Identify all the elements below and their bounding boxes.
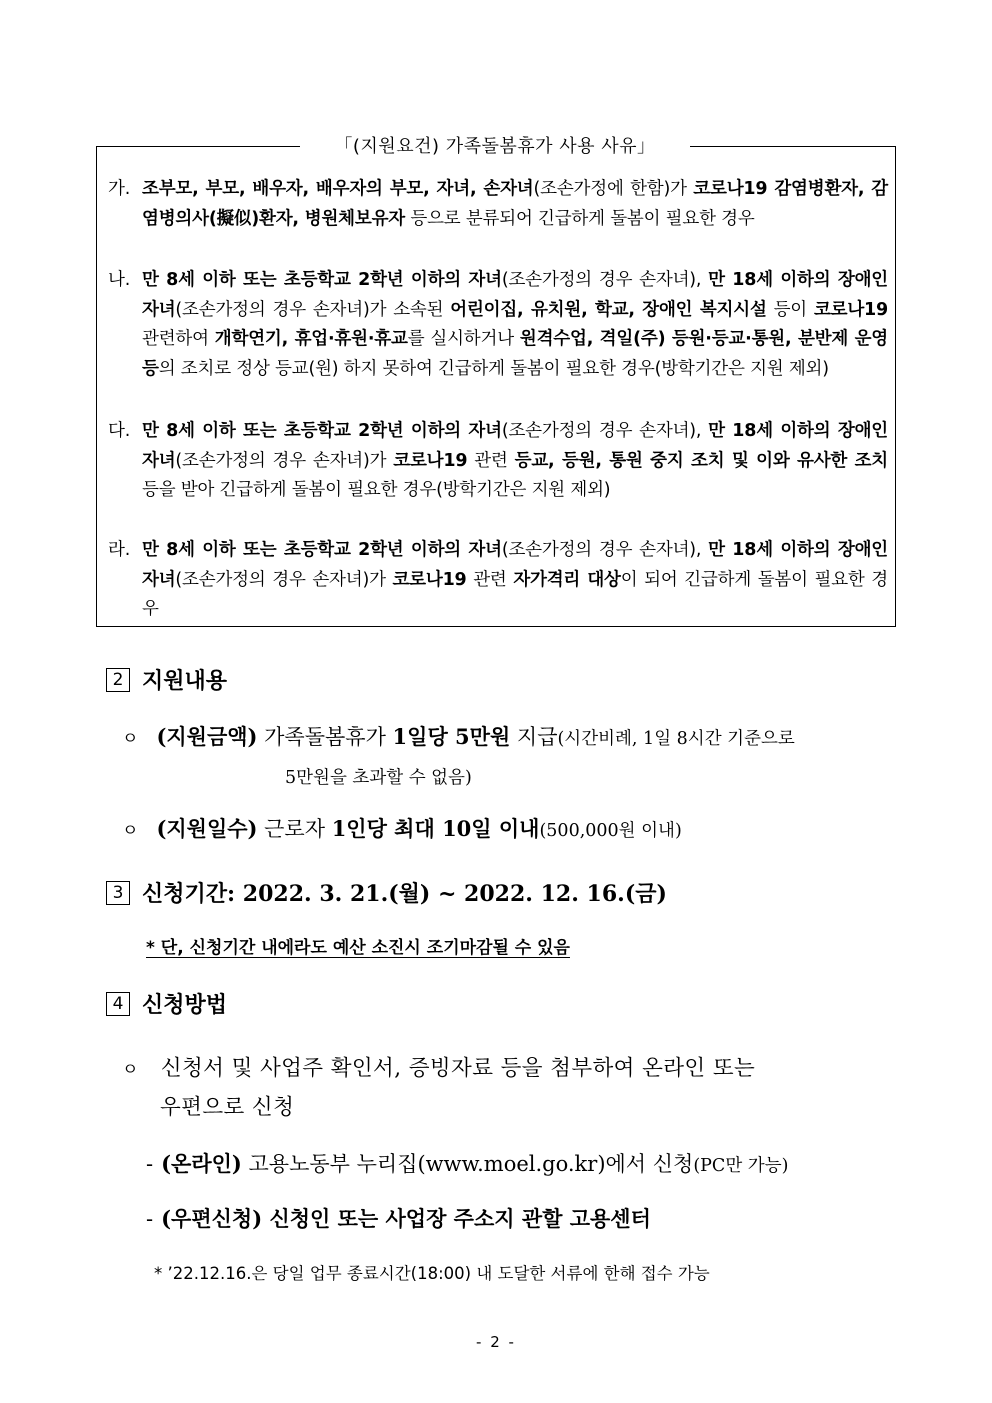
days-note: (500,000원 이내) (539, 821, 682, 841)
section-title: 지원내용 (142, 668, 228, 694)
dash: - (146, 1152, 154, 1176)
text: (조손가정의 경우 손자녀), (501, 270, 709, 290)
bullet-mark: ㅇ (122, 1060, 139, 1080)
period-note: * 단, 신청기간 내에라도 예산 소진시 조기마감될 수 있음 (146, 938, 570, 958)
text: 등이 (766, 299, 814, 320)
method-main-line1 (122, 1050, 755, 1089)
amount-bold: 1일당 5만원 (392, 724, 511, 749)
mail-bold: 신청인 또는 사업장 주소지 관할 고용센터 (262, 1206, 651, 1231)
item-marker: 라. (108, 540, 131, 560)
item-marker: 다. (108, 421, 131, 441)
section-number: 2 (106, 668, 130, 692)
method-footnote: * ’22.12.16.은 당일 업무 종료시간(18:00) 내 도달한 서류에 한해 접수 가능 (154, 1264, 710, 1283)
item-marker: 나. (108, 270, 131, 290)
online-label: (온라인) (161, 1151, 242, 1176)
section-3-heading (106, 877, 667, 911)
section-number: 3 (106, 881, 130, 905)
item-text (108, 536, 888, 625)
item-marker: 가. (108, 179, 131, 199)
item-text (108, 266, 888, 384)
bold-text: 코로나19 (813, 299, 889, 320)
text: (조손가정에 한함)가 (533, 179, 694, 199)
text: 이 되어 긴급하게 돌봄이 필요한 경우 (142, 569, 888, 619)
dash: - (146, 1207, 154, 1231)
requirement-item-da (108, 417, 888, 506)
section-title: 신청기간: 2022. 3. 21.(월) ~ 2022. 12. 16.(금) (142, 881, 667, 907)
bullet-mark: ㅇ (122, 729, 139, 749)
text: 등으로 분류되어 긴급하게 돌봄이 필요한 경우 (405, 208, 755, 229)
amount-note-line2: 5만원을 초과할 수 없음) (285, 768, 472, 788)
bold-text: 만 18세 이하의 장애인 자녀 (142, 540, 888, 590)
section-number: 4 (106, 992, 130, 1016)
method-mail (146, 1200, 651, 1238)
days-label: (지원일수) (156, 816, 258, 841)
bold-text: 개학연기, 휴업·휴원·휴교 (214, 329, 408, 349)
support-days-line (122, 810, 682, 850)
bold-text: 어린이집, 유치원, 학교, 장애인 복지시설 (450, 299, 767, 320)
text: 관련 (467, 450, 515, 471)
bold-text: 등교, 등원, 통원 중지 조치 및 이와 유사한 조치 (514, 450, 888, 471)
bold-text: 조부모, 부모, 배우자, 배우자의 부모, 자녀, 손자녀 (142, 179, 534, 199)
bold-text: 만 8세 이하 또는 초등학교 2학년 이하의 자녀 (142, 270, 502, 290)
bold-text: 만 18세 이하의 장애인 자녀 (142, 421, 888, 471)
bullet-mark: ㅇ (122, 821, 139, 841)
bold-text: 만 8세 이하 또는 초등학교 2학년 이하의 자녀 (142, 540, 502, 560)
method-main-line2: 우편으로 신청 (160, 1095, 295, 1120)
amount-text1: 가족돌봄휴가 (257, 725, 393, 749)
text: (조손가정의 경우 손자녀)가 (175, 569, 393, 590)
requirement-item-ga (108, 175, 888, 234)
online-text: 고용노동부 누리집(www.moel.go.kr)에서 신청 (241, 1152, 694, 1176)
mail-label: (우편신청) (161, 1206, 263, 1231)
amount-label: (지원금액) (156, 724, 258, 749)
section-2-heading (106, 664, 227, 698)
requirements-title: 「(지원요건) 가족돌봄휴가 사용 사유」 (300, 132, 690, 162)
bold-text: 원격수업, 격일(주) 등원·등교·통원, 분반제 운영 등 (142, 329, 888, 379)
section-title: 신청방법 (142, 992, 228, 1018)
bold-text: 코로나19 감염병환자, 감염병의사(擬似)환자, 병원체보유자 (142, 179, 888, 229)
support-amount-line1 (122, 718, 795, 758)
bold-text: 코로나19 (392, 569, 467, 590)
section-4-heading (106, 988, 227, 1022)
text: (조손가정의 경우 손자녀)가 (175, 450, 394, 471)
bold-text: 만 18세 이하의 장애인 자녀 (142, 270, 888, 320)
online-note: (PC만 가능) (693, 1156, 789, 1176)
text: (조손가정의 경우 손자녀), (501, 421, 709, 441)
amount-text2: 지급 (510, 725, 558, 749)
bold-text: 만 8세 이하 또는 초등학교 2학년 이하의 자녀 (142, 421, 502, 441)
text: 의 조치로 정상 등교(원) 하지 못하여 긴급하게 돌봄이 필요한 경우(방학기간은 지원 제외) (158, 358, 829, 379)
text: 를 실시하거나 (407, 329, 520, 349)
item-text (108, 175, 888, 234)
text: (조손가정의 경우 손자녀), (501, 540, 709, 560)
bold-text: 코로나19 (393, 450, 468, 471)
requirement-item-ra (108, 536, 888, 625)
amount-note-line1: (시간비례, 1일 8시간 기준으로 (557, 729, 795, 749)
days-bold: 1인당 최대 10일 이내 (331, 816, 540, 841)
page-number: - 2 - (476, 1333, 516, 1351)
item-text (108, 417, 888, 506)
text: 등을 받아 긴급하게 돌봄이 필요한 경우(방학기간은 지원 제외) (142, 480, 611, 500)
support-amount-line2 (285, 757, 472, 797)
text: (조손가정의 경우 손자녀)가 소속된 (175, 299, 451, 320)
text: 관련하여 (142, 329, 215, 349)
bold-text: 자가격리 대상 (513, 569, 621, 590)
method-online (146, 1145, 788, 1185)
text: 관련 (466, 569, 514, 590)
main-text-line1: 신청서 및 사업주 확인서, 증빙자료 등을 첨부하여 온라인 또는 (160, 1056, 756, 1081)
requirement-item-na (108, 266, 888, 384)
days-text1: 근로자 (257, 817, 332, 841)
